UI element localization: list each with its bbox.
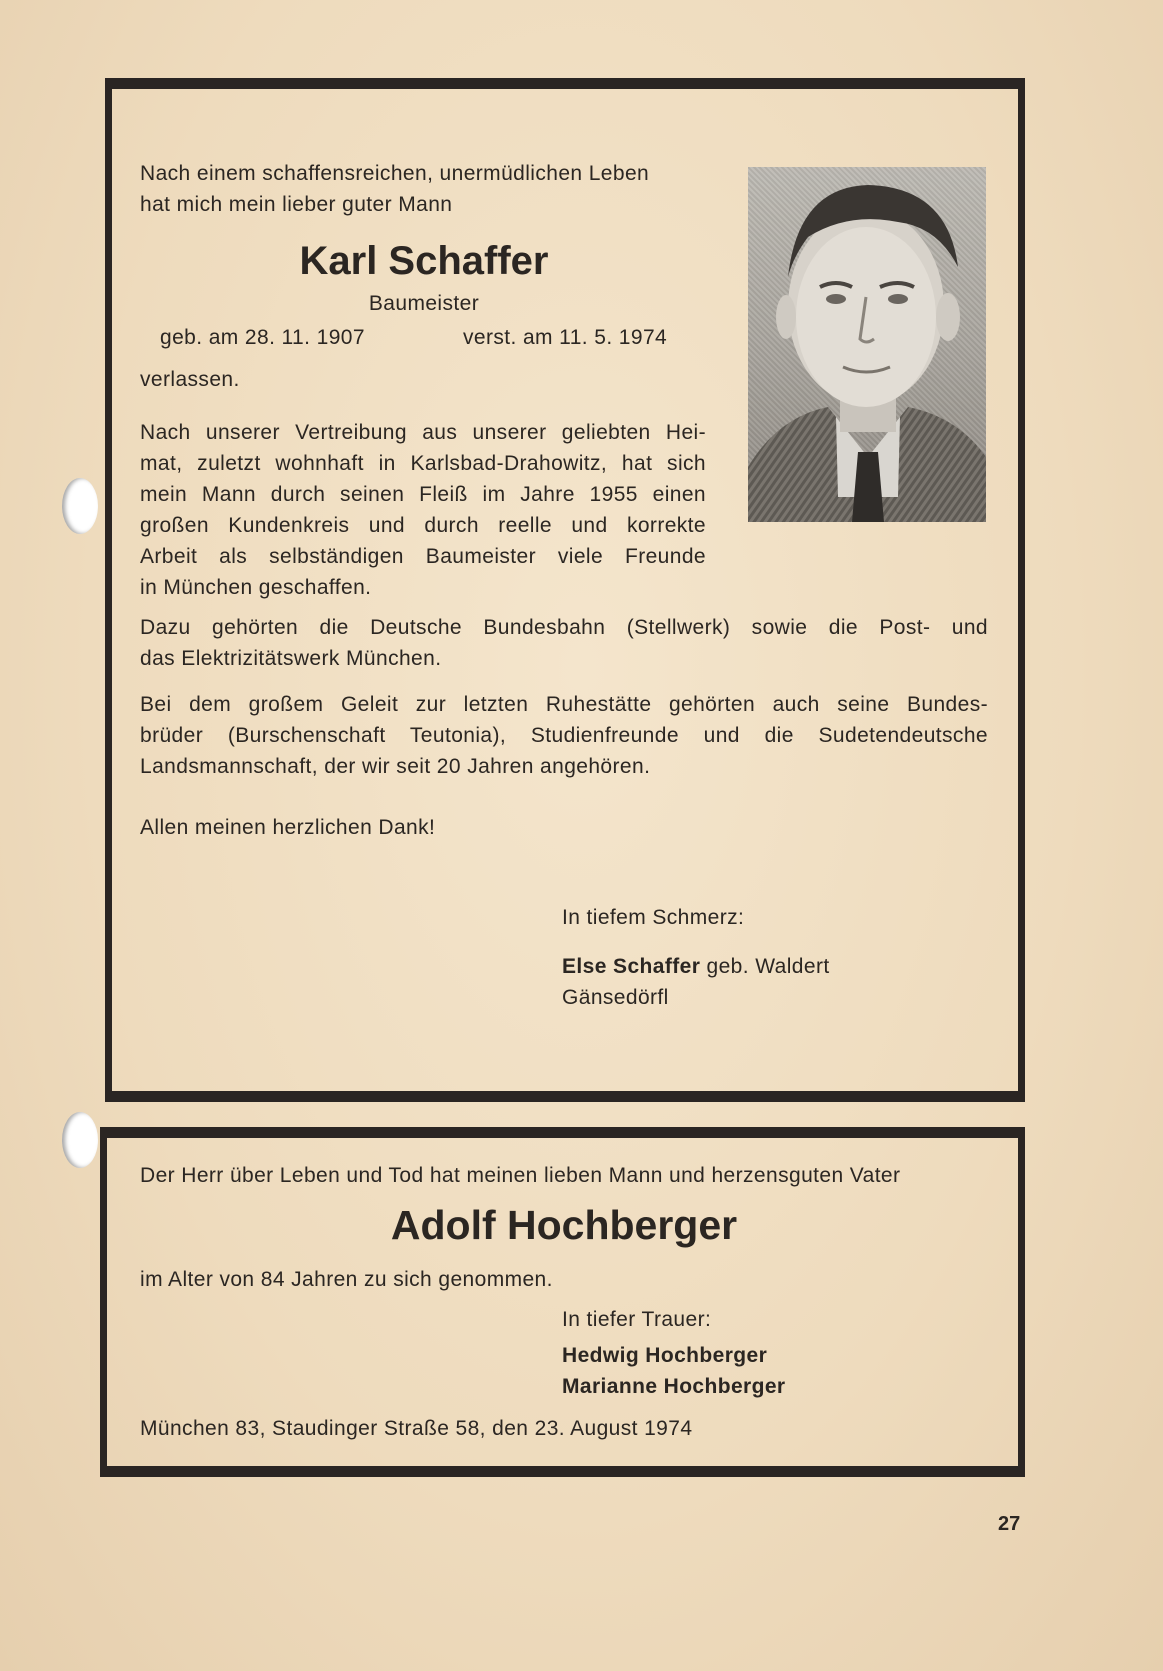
mourning-label: In tiefer Trauer: bbox=[562, 1308, 712, 1331]
para1-line: mat, zuletzt wohnhaft in Karlsbad-Drahowitz, hat sich bbox=[140, 452, 706, 475]
para2-line: das Elektrizitätswerk München. bbox=[140, 647, 442, 670]
deceased-name: Karl Schaffer bbox=[299, 239, 549, 283]
signer-suffix: geb. Waldert bbox=[700, 955, 830, 978]
address-line: München 83, Staudinger Straße 58, den 23. August 1974 bbox=[140, 1417, 693, 1440]
para1-line: Nach unserer Vertreibung aus unserer geliebten Hei- bbox=[140, 421, 706, 444]
punch-hole-top bbox=[62, 478, 98, 534]
intro-line: Der Herr über Leben und Tod hat meinen lieben Mann und herzensguten Vater bbox=[140, 1164, 901, 1187]
signer-place: Gänsedörfl bbox=[562, 986, 669, 1009]
signer-name: Hedwig Hochberger bbox=[562, 1344, 768, 1367]
deceased-profession: Baumeister bbox=[368, 292, 480, 315]
signer-name: Else Schaffer bbox=[562, 955, 701, 978]
thanks-text: Allen meinen herzlichen Dank! bbox=[140, 816, 436, 839]
age-line: im Alter von 84 Jahren zu sich genommen. bbox=[140, 1268, 553, 1291]
para1-line: in München geschaffen. bbox=[140, 576, 372, 599]
signer-name: Marianne Hochberger bbox=[562, 1375, 786, 1398]
mourning-label: In tiefem Schmerz: bbox=[562, 906, 745, 929]
signer-line bbox=[562, 951, 830, 982]
verlassen-text: verlassen. bbox=[140, 368, 240, 391]
intro-line-2: hat mich mein lieber guter Mann bbox=[140, 193, 453, 216]
deceased-name: Adolf Hochberger bbox=[390, 1202, 738, 1248]
birth-date: geb. am 28. 11. 1907 bbox=[160, 326, 365, 349]
para1-line: Arbeit als selbständigen Baumeister viele Freunde bbox=[140, 545, 706, 568]
para3-line: Landsmannschaft, der wir seit 20 Jahren angehören. bbox=[140, 755, 651, 778]
punch-hole-bottom bbox=[62, 1112, 98, 1168]
portrait-photo bbox=[748, 167, 986, 522]
intro-line-1: Nach einem schaffensreichen, unermüdlichen Leben bbox=[140, 162, 650, 185]
page-number: 27 bbox=[998, 1513, 1021, 1535]
death-date: verst. am 11. 5. 1974 bbox=[463, 326, 668, 349]
para3-line: brüder (Burschenschaft Teutonia), Studienfreunde und die Sudetendeutsche bbox=[140, 724, 988, 747]
para3-line: Bei dem großem Geleit zur letzten Ruhestätte gehörten auch seine Bundes- bbox=[140, 693, 988, 716]
para1-line: mein Mann durch seinen Fleiß im Jahre 1955 einen bbox=[140, 483, 706, 506]
para1-line: großen Kundenkreis und durch reelle und korrekte bbox=[140, 514, 706, 537]
para2-line: Dazu gehörten die Deutsche Bundesbahn (Stellwerk) sowie die Post- und bbox=[140, 616, 988, 639]
